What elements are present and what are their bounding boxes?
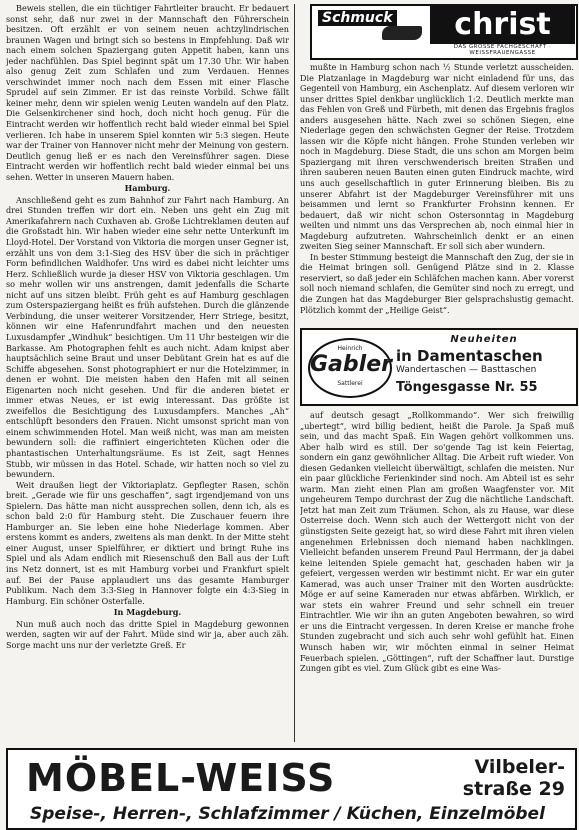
article-paragraph: Weit draußen liegt der Viktoriaplatz. Gepflegter Rasen, schön breit. „Gerade wie für uns geschaffen“, sagt irgendjemand von uns Spielern. Das hätte man nicht aussprechen sollen, denn ich, als es schon bald 2:0 für Hamburg steht. Die Zuschauer feuern ihre Hamburger an. Sie leben eine hohe Niederlage kommen. Aber erstens kommt es anders, zweitens als man denkt. In der Mitte steht einer August, unser Spielführer, er diktiert und bringt Ruhe ins Spiel und als Adam endlich mit Riesenschuß den Ball aus der Luft ins Netz donnert, ist es mit Hamburg vorbei und Frankfurt spielt auf. Bei der Pause applaudiert uns das gesamte Hamburger Publikum. Nach dem 3:3-Sieg in Hannover folgte ein 4:3-Sieg in Hamburg. Ein schöner Osterfalle. (6, 479, 289, 606)
gabler-trade: Sattlerei (337, 380, 363, 387)
article-paragraph: Beweis stellen, die ein tüchtiger Fahrtleiter braucht. Er bedauert sonst sehr, daß nur zwei in der Mannschaft den Führerschein besitzen. Oft erzählt er von seinem neuen achtzylindrischen braunen Wagen und bringt sich so bestens in Empfehlung. Daß wir nach einem solchen Spaziergang guten Appetit haben, kann uns jeder nachfühlen. Das Spiel beginnt spät um 17.30 Uhr. Wir haben also genug Zeit zum Schlafen und zum Verdauen. Hennes verschwindet immer noch nach dem Essen mit einer Flasche Sprudel auf sein Zimmer. Er ist das reinste Vorbild. Schwe fällt keiner mehr, denn wir spielen wenig Leuten wandeln auf den Platz. Die Gelsenkirchener sind hoch, doch nicht hoch genug. Für die Eintracht werden wir hoffentlich recht bald wieder einmal bei Spiel verlieren. Ich habe in unserem Spiel konnten wir 5:3 siegen. Heute war der Trainer von Hannover nicht mehr der Meinung von gestern. Deutlich genug ließ er es nach den Vereinsführer sagen. Diese Eintracht werden wir hoffentlich recht bald wieder einmal bei uns sehen. Wetter in unseren Mauern haben. (6, 3, 289, 182)
ad-schmuck-label: Schmuck (318, 10, 397, 26)
section-heading: In Magdeburg. (113, 607, 182, 618)
gabler-damentaschen: in Damentaschen (396, 347, 543, 365)
gabler-neuheiten: Neuheiten (450, 334, 518, 345)
weiss-street-line1: Vilbeler- (474, 756, 565, 778)
moebel-weiss-ad (6, 748, 577, 830)
gabler-wandertaschen: Wandertaschen — Basttaschen (396, 365, 537, 375)
gabler-bags-ad (300, 328, 578, 406)
column-divider (294, 4, 295, 742)
gabler-first-name: Heinrich (337, 345, 363, 352)
weiss-name: MÖBEL-WEISS (26, 756, 336, 800)
gabler-address: Töngesgasse Nr. 55 (396, 380, 538, 395)
weiss-rooms: Speise-, Herren-, Schlafzimmer / Küchen, Einzelmöbel (30, 804, 545, 824)
christ-jewelry-ad (310, 4, 578, 60)
article-column-left (6, 3, 289, 741)
article-column-right-bottom (300, 410, 574, 740)
article-paragraph: In bester Stimmung besteigt die Mannschaft den Zug, der sie in die Heimat bringen soll. Genügend Plätze sind in 2. Klasse reserviert, so daß jeder ein Schläfchen machen kann. Aber vorerst soll noch niemand schlafen, die Gemüter sind noch zu erregt, und die Zungen hat das Magdeburger Bier gelsprachslustig gemacht. Plötzlich kommt der „Heilige Geist“. (300, 251, 574, 315)
article-paragraph: mußte in Hamburg schon nach ½ Stunde verletzt ausscheiden. Die Platzanlage in Magdeburg war nicht einladend für uns, das Gegenteil von Hamburg, ein Aschenplatz. Auf diesem verloren wir unser drittes Spiel denkbar unglücklich 1:2. Deutlich merkte man das Fehlen von Greß und Fürbeth, mit denen das Ergebnis fraglos anders ausgesehen hätte. Nach zwei so schönen Siegen, eine Niederlage gegen den schwächsten Gegner der Reise. Trotzdem lassen wir die Köpfe nicht hängen. Frohe Stunden verleben wir noch in Magdeburg. Diese Stadt, die uns schon am Morgen beim Spaziergang mit ihren verschwenderisch breiten Straßen und ihren sauberen neuen Bauten einen guten Eindruck machte, wird uns auch gesellschaftlich in guter Erinnerung bleiben. Bis zu unserer Abfahrt ist der Magdeburger Vereinsführer mit uns beisammen und lernt so Frankfurter Frohsinn kennen. Er bedauert, daß wir nicht schon Ostersonntag in Magdeburg weilten und nimmt uns das Versprechen ab, noch einmal hier in Magdeburg aufzutreten. Wahrscheinlich denkt er an einen zweiten Sieg seiner Mannschaft. Er soll sich aber wundern. (300, 62, 574, 252)
gabler-logo (308, 338, 392, 398)
article-paragraph: Anschließend geht es zum Bahnhof zur Fahrt nach Hamburg. An drei Stunden treffen wir dort ein. Neben uns geht ein Zug mit Amerikafahrern nach Cuxhaven ab. Große Lichtreklamen deuten auf die Großstadt hin. Wir haben wieder eine sehr nette Unterkunft im Lloyd-Hotel. Der Vorstand von Viktoria die morgen unser Gegner ist, erzählt uns von dem 3:1-Sieg des HSV über die sich in prächtiger Form befindlichen Waldhofer. Uns wird es dabei nicht leichter ums Herz. Schließlich wurde ja dieser HSV von Viktoria geschlagen. Um so mehr wollen wir uns anstrengen, damit jedenfalls die Scharte nicht auf uns sitzen bleibt. Früh geht es auf Hamburg geschlagen zum Osterspaziergang heißt es früh aufstehen. Durch die glänzende Verbindung, die unser weiterer Vorsitzender, Herr Striege, besitzt, können wir eine Hafenrundfahrt machen und den neuesten Luxusdampfer „Windhuk“ besichtigen. Um 11 Uhr besteigen wir die Barkasse. Am Photographen fehlt es auch nicht. Adam knipst aber hauptsächlich seine Braut und unser Debütant Grein hat es auf die Schiffe abgesehen. Sonst photographiert er nur die Hotelzimmer, in denen er wohnt. Die meisten haben den Hafen mit all seinen Eigenarten noch nicht gesehen. Und für die anderen bietet er immer etwas Neues, er ist ewig interessant. Das größte ist zweifellos die Besichtigung des Luxusdampfers. Manches „Ah“ entschlüpft besonders den Frauen. Nicht umsonst spricht man von einem schwimmenden Hotel. Man weiß nicht, was man am meisten bewundern soll: die raffiniert eingerichteten Küchen oder die phantastischen Unterhaltungsräume. Es ist Zeit, sagt Hennes Stubb, wir müssen in das Hotel. Schade, wir hatten noch so viel zu bewundern. (6, 194, 289, 480)
ring-icon (382, 26, 422, 40)
article-column-right-top (300, 62, 574, 322)
section-heading: Hamburg. (124, 183, 171, 194)
ad-christ-name: christ (430, 6, 575, 44)
weiss-street-line2: straße 29 (462, 778, 565, 800)
article-paragraph: Nun muß auch noch das dritte Spiel in Magdeburg gewonnen werden, sagten wir auf der Fahrt. Müde sind wir ja, aber auch zäh. Sorge macht uns nur der verletzte Greß. Er (6, 618, 289, 650)
gabler-name: Gabler (310, 352, 392, 377)
ad-christ-tagline: DAS GROSSE FACHGESCHÄFT · WEISSFRAUENGASSE (453, 44, 552, 56)
article-paragraph: auf deutsch gesagt „Rollkommando“. Wer sich freiwillig „ubertegt“, wird billig bedient, heißt die Parole. Ja Spaß muß sein, und das macht Spaß. Ein Wagen gehört vollkommen uns. Aber halb wird es still. Der so'gende Tag ist kein Feiertag, sondern ein ganz gewöhnlicher Alltag. Die Arbeit ruft wieder. Von diesen Gedanken vielleicht überwältigt, schlafen die meisten. Nur ein paar glückliche Ferienkinder sind noch. Am Abteil ist es sehr warm. Man zieht einen Plan am großen Waagfenster vor. Mit ungeheurem Tempo durchrast der Zug die nächtliche Landschaft. Jetzt hat man Zeit zum Träumen. Schon, als zu Hause, war diese Osterreise doch. Wenn sich auch der Wettergott nicht von der günstigsten Seite gezeigt hat, so wird diese Fahrt mit ihren vielen angenehmen Erlebnissen doch niemand haben nachklingen. Vielleicht befanden unserem Freund Paul Herrmann, der ja dabei keine leitenden Spiele gemacht hat, geschaden haben wir ja gefeiert, vergessen werden wir bestimmt nicht. Er war ein guter Kamerad, was auch unser Trainer mit den Worten ausdrückte: Möge er auf seine Kameraden nur etwas abfärben. Wirklich, er war stets ein wahrer Freund und sehr schnell ein treuer Eintrachtler. Wie wir ihn an guten Angeboten bewahren, so wird er uns die Eintracht vergessen. In deren Kreise er manche frohe Stunden zugebracht und sich auch sehr wohl gefühlt hat. Einen Wunsch haben wir, wir möchten einmal in seiner Heimat Feuerbach spielen. „Göttingen“, ruft der Schaffner laut. Durstige Zungen gibt es viel. Zum Glück gibt es eine Was- (300, 410, 574, 674)
